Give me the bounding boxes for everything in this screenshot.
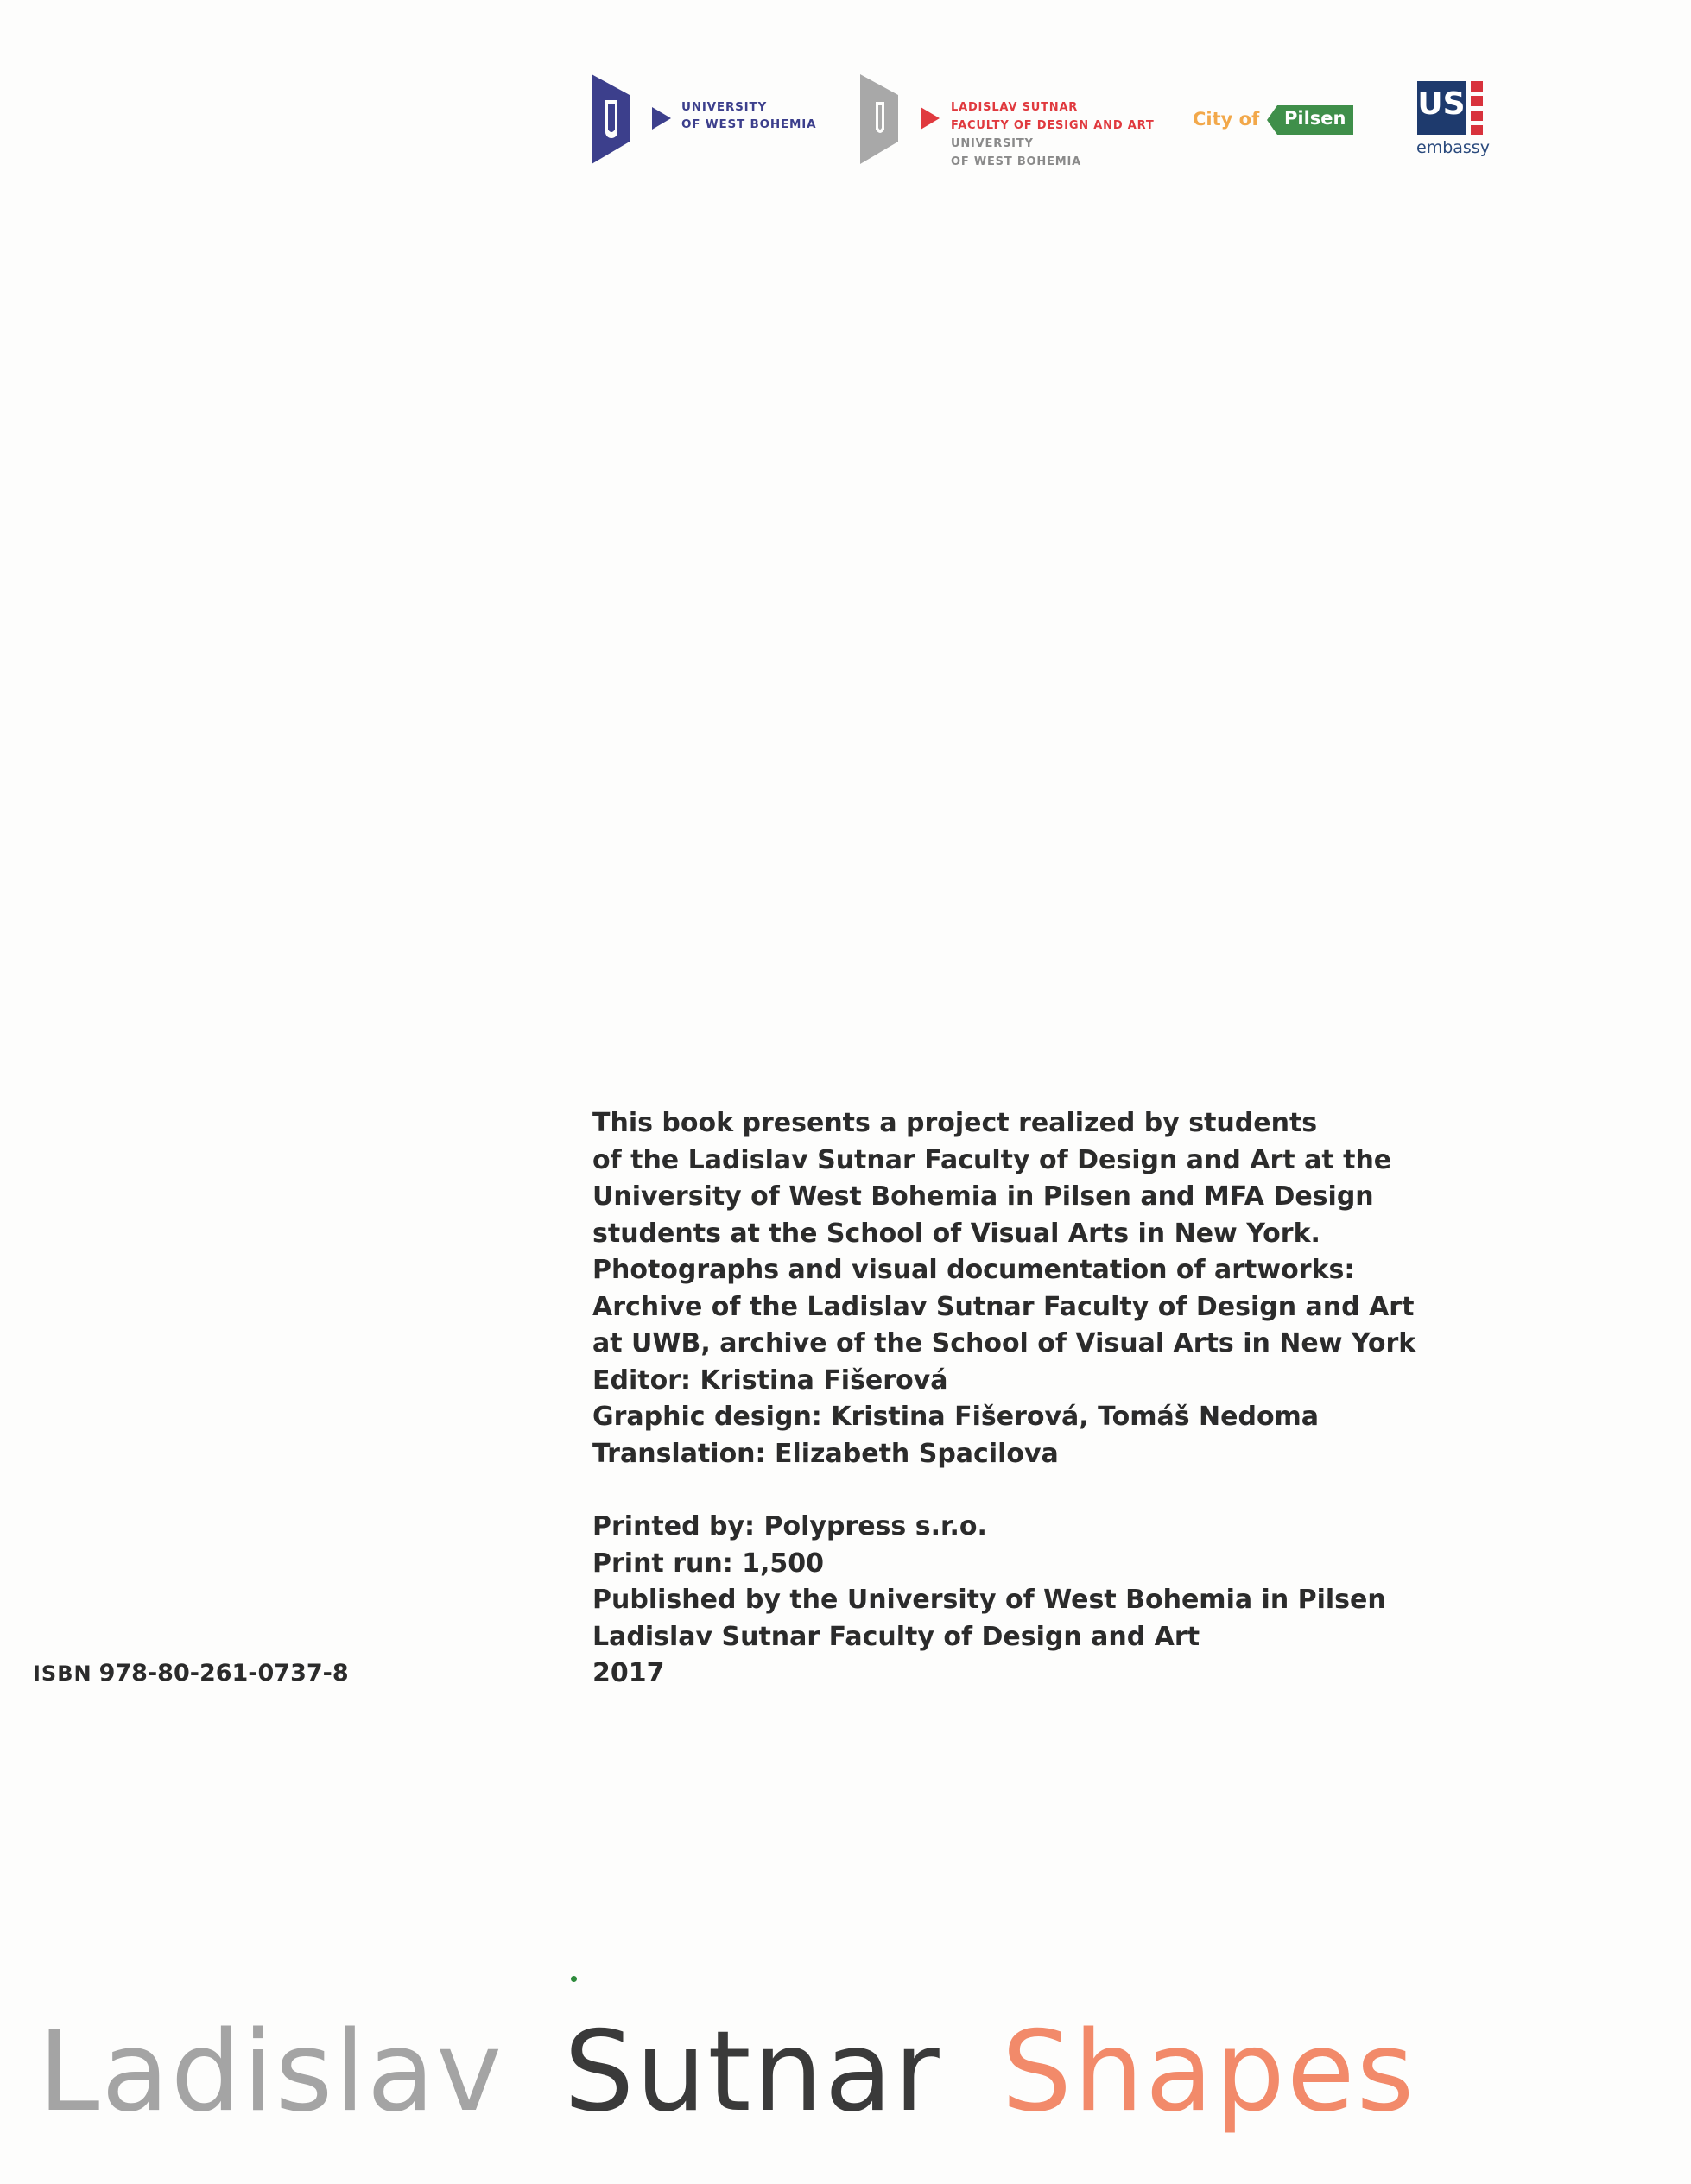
- publisher-line: Ladislav Sutnar Faculty of Design and Art: [592, 1621, 1200, 1652]
- us-label: US: [1417, 86, 1466, 122]
- faculty-logo-text: [951, 98, 1155, 171]
- faculty-logo: [860, 74, 1155, 168]
- uwb-logo: [592, 74, 816, 168]
- uwb-logo-icon: [592, 74, 678, 168]
- uwb-logo-text: [681, 98, 816, 133]
- book-title: [38, 2004, 1416, 2142]
- faculty-line3: UNIVERSITY: [951, 137, 1034, 150]
- flag-stripe-icon: [1471, 111, 1483, 121]
- colophon-line: at UWB, archive of the School of Visual Arts in New York: [592, 1328, 1416, 1358]
- colophon-line: This book presents a project realized by students: [592, 1108, 1318, 1138]
- isbn-number: 978-80-261-0737-8: [98, 1660, 349, 1687]
- uwb-line1: UNIVERSITY: [681, 100, 768, 114]
- editor-credit: Editor: Kristina Fišerová: [592, 1364, 948, 1396]
- city-of-label: City of: [1193, 109, 1260, 130]
- flag-stripe-icon: [1471, 96, 1483, 106]
- colophon: [592, 1105, 1422, 1693]
- faculty-line2: FACULTY OF DESIGN AND ART: [951, 119, 1155, 132]
- publication-year: 2017: [592, 1658, 665, 1688]
- colophon-line: students at the School of Visual Arts in New York.: [592, 1218, 1320, 1249]
- print-speck: [571, 1976, 577, 1982]
- flag-stripe-icon: [1471, 81, 1483, 92]
- printer-credit: Printed by: Polypress s.r.o.: [592, 1511, 987, 1541]
- isbn-label: ISBN: [33, 1662, 92, 1686]
- city-of-pilsen-logo: [1193, 105, 1365, 136]
- title-word-ladislav: Ladislav: [38, 2008, 504, 2137]
- publisher-line: Published by the University of West Bohemia in Pilsen: [592, 1585, 1386, 1615]
- colophon-line: University of West Bohemia in Pilsen and MFA Design: [592, 1181, 1374, 1212]
- us-embassy-logo: [1417, 81, 1504, 162]
- flag-stripe-icon: [1471, 125, 1483, 135]
- print-run: Print run: 1,500: [592, 1548, 825, 1579]
- design-credit: Graphic design: Kristina Fišerová, Tomáš Nedoma: [592, 1402, 1320, 1432]
- isbn: [33, 1660, 349, 1687]
- translation-credit: Translation: Elizabeth Spacilova: [592, 1438, 1059, 1469]
- colophon-line: Archive of the Ladislav Sutnar Faculty of Design and Art: [592, 1291, 1415, 1322]
- title-word-shapes: Shapes: [1001, 2008, 1416, 2137]
- embassy-label: embassy: [1416, 138, 1490, 157]
- title-word-sutnar: Sutnar: [564, 2008, 941, 2137]
- pilsen-label: Pilsen: [1284, 108, 1346, 129]
- faculty-line1: LADISLAV SUTNAR: [951, 101, 1079, 114]
- colophon-line: of the Ladislav Sutnar Faculty of Design and Art at the: [592, 1144, 1392, 1175]
- paragraph-gap: [592, 1472, 1422, 1509]
- colophon-line: Photographs and visual documentation of artworks:: [592, 1255, 1355, 1285]
- faculty-line4: OF WEST BOHEMIA: [951, 155, 1081, 168]
- faculty-logo-icon: [860, 74, 947, 168]
- uwb-line2: OF WEST BOHEMIA: [681, 117, 817, 131]
